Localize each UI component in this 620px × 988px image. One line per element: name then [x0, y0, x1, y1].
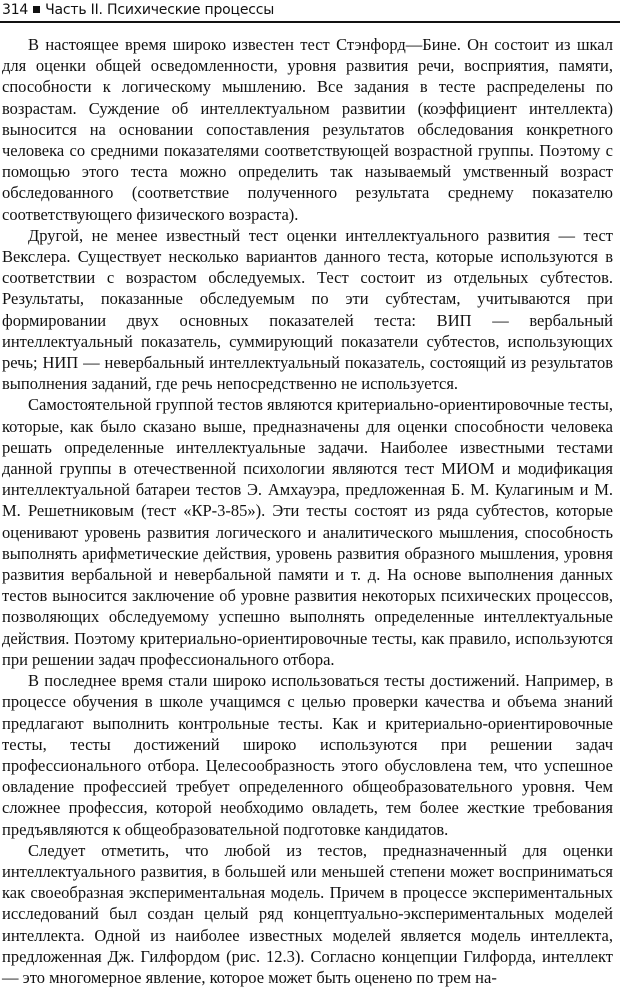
section-title: Часть II. Психические процессы	[45, 2, 275, 18]
paragraph-wechsler: Другой, не менее известный тест оценки интеллектуального развития — тест Векслера. Существует несколько вариантов данного теста, которые используются в соответствии с возрастом обследуемых. Тест состоит из отдельных субтестов. Результаты, показанные обследуемым по эти субтестам, учитываются при формировании двух основных показателей теста: ВИП — вербальный интеллектуальный показатель, суммирующий показатели субтестов, использующих речь; НИП — невербальный интеллектуальный показатель, состоящий из результатов выполнения заданий, где речь непосредственно не используется.	[2, 225, 613, 394]
running-head	[2, 0, 614, 20]
paragraph-intelligence-models: Следует отметить, что любой из тестов, предназначенный для оценки интеллектуального развития, в большей или меньшей степени может восприниматься как своеобразная экспериментальная модель. Причем в процессе экспериментальных исследований был создан целый ряд концептуально-экспериментальных моделей интеллекта. Одной из наиболее известных моделей является модель интеллекта, предложенная Дж. Гилфордом (рис. 12.3). Согласно концепции Гилфорда, интеллект — это многомерное явление, которое может быть оценено по трем на-	[2, 840, 613, 987]
paragraph-criterion-tests: Самостоятельной группой тестов являются критериально-ориентировочные тесты, которые, как было сказано выше, предназначены для оценки способности человека решать определенные интеллектуальные задачи. Наиболее известными тестами данной группы в отечественной психологии являются тест МИОМ и модификация интеллектуальной батареи тестов Э. Амхауэра, предложенная Б. М. Кулагиным и М. М. Решетниковым (тест «КР-3-85»). Эти тесты состоят из ряда субтестов, которые оценивают уровень развития логического и аналитического мышления, способность выполнять арифметические действия, уровень развития образного мышления, уровня развития вербальной и невербальной памяти и т. д. На основе выполнения данных тестов выносится заключение об уровне развития некоторых психических процессов, позволяющих обследуемому успешно выполнять определенные интеллектуальные действия. Поэтому критериально-ориентировочные тесты, как правило, используются при решении задач профессионального отбора.	[2, 395, 613, 669]
body-text	[2, 34, 613, 988]
page-number: 314	[2, 2, 29, 18]
header-rule	[0, 21, 620, 23]
paragraph-stanford-binet: В настоящее время широко известен тест Стэнфорд—Бине. Он состоит из шкал для оценки общей осведомленности, уровня развития речи, восприятия, памяти, способности к логическому мышлению. Все задания в тесте распределены по возрастам. Суждение об интеллектуальном развитии (коэффициент интеллекта) выносится на основании сопоставления результатов обследования конкретного человека со средними показателями соответствующей возрастной группы. Поэтому с помощью этого теста можно определить так называемый умственный возраст обследованного (соответствие полученного результата среднему показателю соответствующего физического возраста).	[2, 35, 613, 224]
square-bullet-icon	[33, 6, 40, 13]
paragraph-achievement-tests: В последнее время стали широко использоваться тесты достижений. Например, в процессе обучения в школе учащимся с целью проверки качества и объема знаний предлагают выполнить контрольные тесты. Как и критериально-ориентировочные тесты, тесты достижений широко используются при решении задач профессионального отбора. Целесообразность этого обусловлена тем, что успешное овладение профессией требует определенного общеобразовательного уровня. Чем сложнее профессия, которой необходимо овладеть, тем более жесткие требования предъявляются к общеобразовательной подготовке кандидатов.	[2, 671, 613, 839]
